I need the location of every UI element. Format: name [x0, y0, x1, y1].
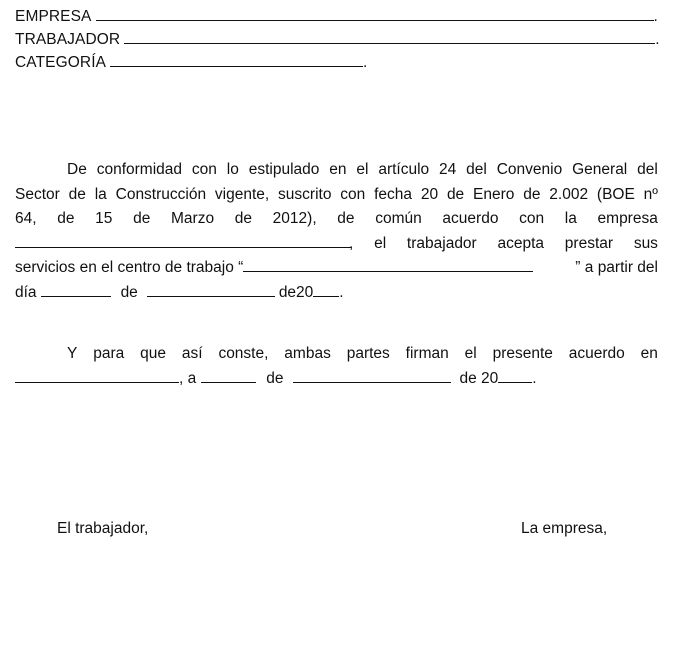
word: lo — [226, 161, 239, 178]
word: así — [181, 345, 203, 362]
trabajador-line — [15, 28, 660, 50]
trabajador-blank — [124, 28, 655, 44]
word: el — [356, 161, 369, 178]
empresa-blank — [96, 5, 654, 21]
word: de — [234, 210, 252, 227]
closing-paragraph — [15, 342, 658, 391]
categoria-line — [15, 51, 367, 73]
dia-blank — [41, 281, 111, 297]
centro-trabajo-group — [15, 256, 533, 281]
categoria-blank — [110, 51, 363, 67]
de-label: de — [120, 283, 138, 301]
word: presente — [492, 345, 553, 362]
trabajador-end-mark: . — [655, 31, 660, 48]
word: en — [329, 161, 347, 178]
word: , — [349, 234, 354, 252]
word: el — [464, 345, 477, 362]
word: trabajador — [406, 234, 477, 252]
word: de — [523, 185, 541, 203]
word: de — [57, 210, 75, 227]
word: prestar — [564, 234, 614, 252]
signature-worker-label: El trabajador, — [57, 520, 149, 537]
closing-de-label: de — [266, 369, 284, 387]
a-partir-text: ” a partir del — [575, 259, 658, 276]
closing-line-2 — [15, 367, 658, 392]
word: 15 — [95, 210, 113, 227]
word: fecha — [374, 185, 413, 203]
word: acepta — [497, 234, 545, 252]
line6-end-mark: . — [339, 283, 344, 301]
lugar-blank — [15, 367, 179, 383]
closing-end-mark: . — [532, 369, 537, 387]
centro-trabajo-text: servicios en el centro de trabajo “ — [15, 259, 244, 276]
agreement-line-3 — [15, 207, 658, 232]
word: conformidad — [96, 161, 182, 178]
word: con — [191, 161, 217, 178]
word: de — [337, 210, 355, 227]
categoria-end-mark: . — [363, 54, 368, 71]
word: Convenio — [496, 161, 563, 178]
word: común — [375, 210, 422, 227]
word: Y — [67, 345, 78, 362]
word: de — [446, 185, 465, 203]
word: Marzo — [171, 210, 215, 227]
word: que — [140, 345, 166, 362]
agreement-paragraph — [15, 158, 658, 305]
word: De — [67, 161, 87, 178]
word: Sector — [15, 185, 60, 203]
word: el — [374, 234, 387, 252]
word: Enero — [473, 185, 515, 203]
word: del — [637, 161, 658, 178]
agreement-line-6 — [15, 281, 658, 306]
agreement-line-5 — [15, 256, 658, 281]
closing-mes-blank — [293, 367, 451, 383]
word: de — [133, 210, 151, 227]
closing-anio-blank — [498, 367, 532, 383]
agreement-line-1 — [15, 158, 658, 183]
agreement-line-2 — [15, 183, 658, 208]
closing-dia-blank — [201, 367, 256, 383]
closing-de20-label: de 20 — [459, 369, 499, 387]
word: (BOE — [596, 185, 635, 203]
word: acuerdo — [568, 345, 625, 362]
word: con — [519, 210, 545, 227]
word: General — [572, 161, 628, 178]
word: Construcción — [115, 185, 207, 203]
word: 64, — [15, 210, 37, 227]
word: la — [94, 185, 107, 203]
word: 2012), — [272, 210, 317, 227]
word: la — [564, 210, 577, 227]
trabajador-label: TRABAJADOR — [15, 31, 121, 48]
word: firman — [405, 345, 449, 362]
empresa-end-mark: . — [653, 8, 658, 25]
word: sus — [633, 234, 658, 252]
agreement-line-4 — [15, 232, 658, 257]
empresa-line — [15, 5, 658, 27]
word: nº — [643, 185, 658, 203]
anio-blank — [313, 281, 339, 297]
categoria-label: CATEGORÍA — [15, 54, 107, 71]
word: con — [340, 185, 366, 203]
word: estipulado — [248, 161, 320, 178]
word: conste, — [218, 345, 269, 362]
word: acuerdo — [442, 210, 499, 227]
word: 2.002 — [549, 185, 589, 203]
signature-company-label: La empresa, — [521, 520, 608, 537]
word: ambas — [284, 345, 331, 362]
closing-line-1 — [15, 342, 658, 367]
empresa-blank-group — [15, 232, 353, 257]
word: artículo — [378, 161, 430, 178]
word: partes — [346, 345, 390, 362]
dia-label: día — [15, 283, 37, 301]
word: vigente, — [214, 185, 270, 203]
de20-label: de20 — [278, 283, 314, 301]
word: en — [640, 345, 658, 362]
a-label: , a — [179, 369, 197, 387]
word: para — [93, 345, 125, 362]
empresa-name-blank — [15, 232, 351, 248]
word: suscrito — [278, 185, 332, 203]
empresa-label: EMPRESA — [15, 8, 92, 25]
word: empresa — [597, 210, 658, 227]
word: 24 — [439, 161, 457, 178]
word: de — [68, 185, 86, 203]
centro-trabajo-blank — [243, 256, 533, 272]
word: 20 — [420, 185, 439, 203]
word: del — [466, 161, 487, 178]
mes-blank — [147, 281, 275, 297]
